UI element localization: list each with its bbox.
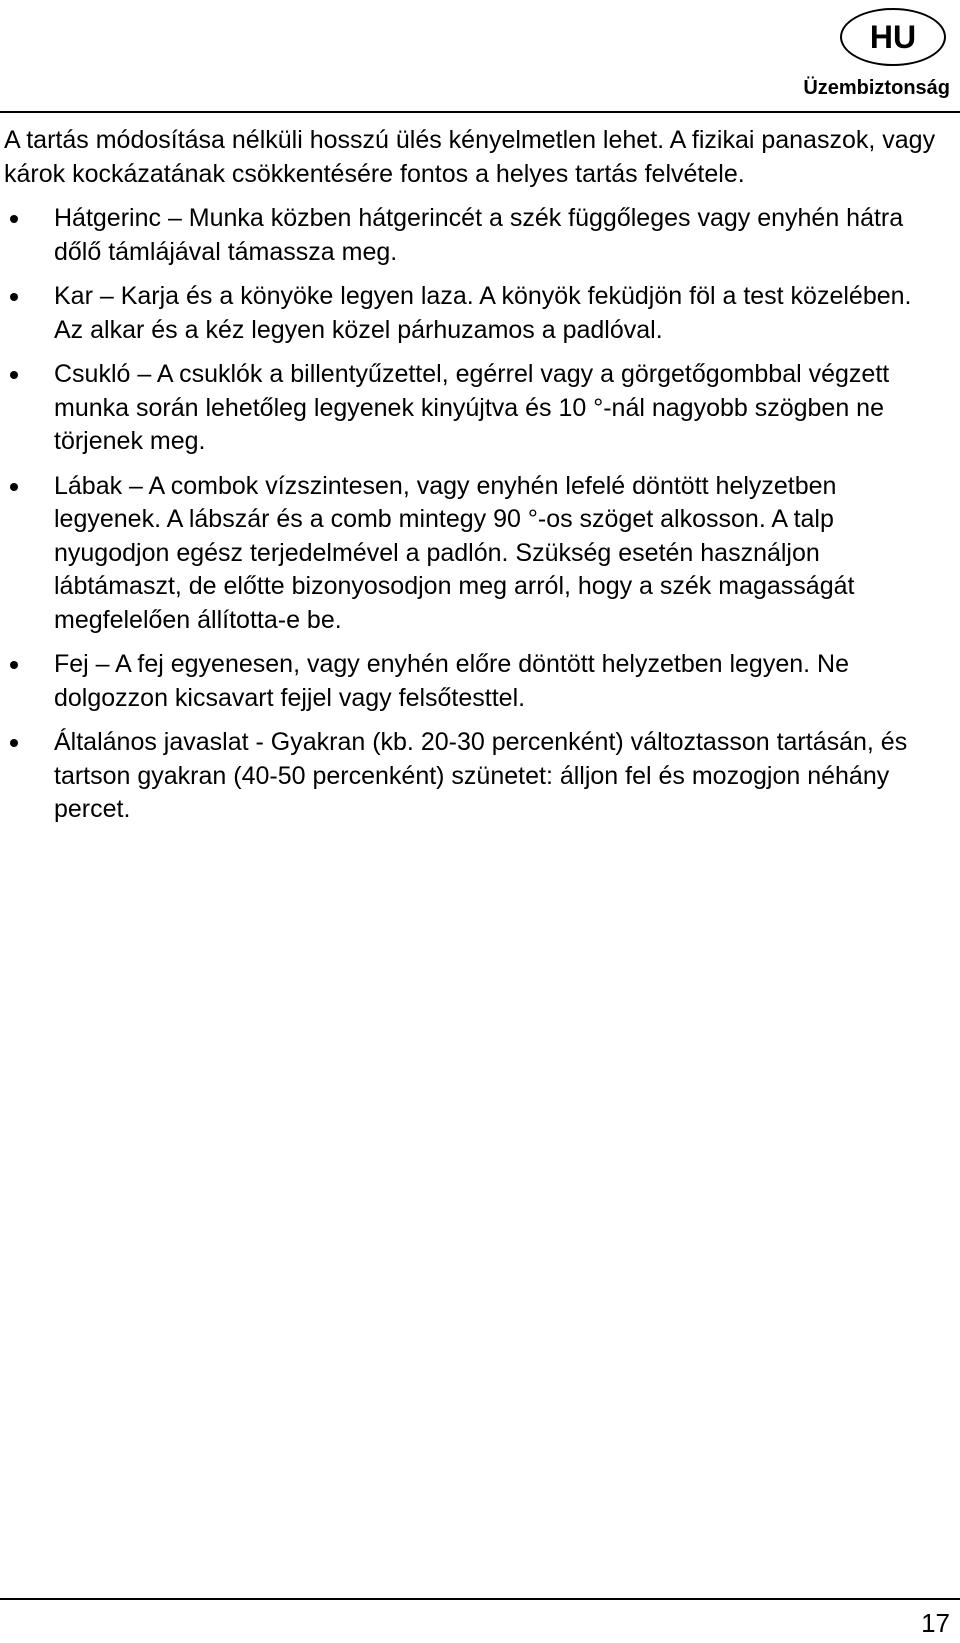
list-item-general [4, 726, 944, 827]
bullet-icon [10, 483, 18, 491]
bullet-icon [10, 371, 18, 379]
footer-divider [0, 1598, 960, 1600]
list-item-legs [4, 470, 944, 638]
list-item-text: Lábak – A combok vízszintesen, vagy enyhén lefelé döntött helyzetben legyenek. A lábszár és a comb mintegy 90 °-os szöget alkosson. A talp nyugodjon egész terjedelmével a padlón. Szükség esetén használjon lábtámaszt, de előtte bizonyosodjon meg arról, hogy a szék magasságát megfelelően állította-e be. [54, 471, 855, 634]
bullet-icon [10, 661, 18, 669]
list-item-text: Fej – A fej egyenesen, vagy enyhén előre döntött helyzetben legyen. Ne dolgozzon kicsavart fejjel vagy felsőtesttel. [54, 650, 849, 712]
list-item-text: Kar – Karja és a könyöke legyen laza. A könyök feküdjön föl a test közelében. Az alkar és a kéz legyen közel párhuzamos a padlóval. [54, 282, 912, 344]
list-item-wrist [4, 358, 944, 459]
language-badge [840, 8, 946, 66]
bullet-icon [10, 215, 18, 223]
ergonomics-list [4, 202, 944, 827]
section-title: Üzembiztonság [803, 77, 950, 99]
header-divider [0, 111, 960, 113]
list-item-arm [4, 280, 944, 347]
list-item-text: Csukló – A csuklók a billentyűzettel, egérrel vagy a görgetőgombbal végzett munka során lehetőleg legyenek kinyújtva és 10 °-nál nagyobb szögben ne törjenek meg. [54, 360, 890, 455]
page-content [4, 124, 944, 838]
list-item-text: Hátgerinc – Munka közben hátgerincét a szék függőleges vagy enyhén hátra dőlő támlájával támassza meg. [54, 204, 904, 266]
bullet-icon [10, 293, 18, 301]
intro-paragraph: A tartás módosítása nélküli hosszú ülés kényelmetlen lehet. A fizikai panaszok, vagy károk kockázatának csökkentésére fontos a helyes tartás felvétele. [4, 126, 936, 188]
list-item-text: Általános javaslat - Gyakran (kb. 20-30 percenként) változtasson tartásán, és tartson gyakran (40-50 percenként) szünetet: álljon fel és mozogjon néhány percet. [54, 728, 908, 823]
list-item-head [4, 648, 944, 715]
bullet-icon [10, 739, 18, 747]
page-number: 17 [921, 1608, 950, 1638]
language-code: HU [869, 19, 917, 55]
list-item-back [4, 202, 944, 269]
